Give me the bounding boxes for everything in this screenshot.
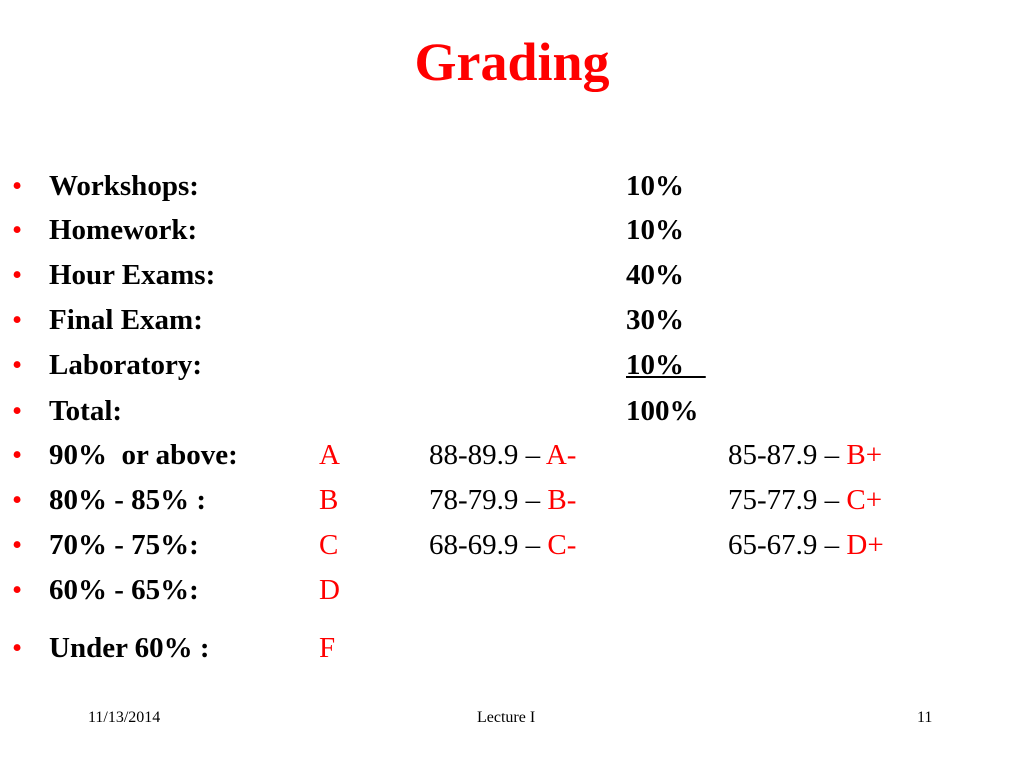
bullet-icon: •	[12, 259, 23, 291]
weight-percent: 30%	[626, 304, 684, 336]
weight-percent: 10%	[626, 349, 706, 381]
letter-grade: C+	[846, 484, 883, 516]
footer-date: 11/13/2014	[88, 709, 161, 726]
bullet-icon: •	[12, 395, 23, 427]
weight-row-final-exam	[0, 300, 1024, 340]
letter-grade: A-	[545, 439, 577, 471]
weight-row-workshops	[0, 166, 1024, 206]
bullet-icon: •	[12, 632, 23, 664]
weight-label: Workshops:	[49, 170, 199, 202]
weight-row-laboratory	[0, 345, 1024, 385]
slide-title: Grading	[414, 32, 610, 92]
weight-percent: 10%	[626, 214, 684, 246]
scale-row-f	[0, 628, 1024, 668]
scale-label: 70% - 75%:	[49, 529, 199, 561]
weight-label: Final Exam:	[49, 304, 203, 336]
subrange: 88-89.9 – A-	[429, 439, 577, 471]
letter-grade: F	[319, 632, 336, 664]
weight-label: Laboratory:	[49, 349, 203, 381]
scale-row-d	[0, 570, 1024, 610]
letter-grade: D+	[846, 529, 884, 561]
letter-grade: B-	[547, 484, 577, 516]
scale-label: 60% - 65%:	[49, 574, 199, 606]
bullet-icon: •	[12, 484, 23, 516]
scale-row-c	[0, 525, 1024, 565]
scale-label: Under 60% :	[49, 632, 210, 664]
weight-label: Hour Exams:	[49, 259, 216, 291]
weight-percent: 100%	[626, 395, 699, 427]
weight-percent: 10%	[626, 170, 684, 202]
weight-row-hour-exams	[0, 255, 1024, 295]
bullet-icon: •	[12, 304, 23, 336]
bullet-icon: •	[12, 214, 23, 246]
subrange: 68-69.9 – C-	[429, 529, 577, 561]
bullet-icon: •	[12, 439, 23, 471]
scale-label: 90% or above:	[49, 439, 238, 471]
letter-grade: C	[319, 529, 339, 561]
subrange: 85-87.9 – B+	[728, 439, 883, 471]
letter-grade: B	[319, 484, 339, 516]
footer-lecture: Lecture I	[477, 709, 536, 726]
scale-label: 80% - 85% :	[49, 484, 207, 516]
scale-row-b	[0, 480, 1024, 520]
letter-grade: B+	[846, 439, 883, 471]
letter-grade: A	[319, 439, 340, 471]
scale-row-a	[0, 435, 1024, 475]
weight-row-total	[0, 391, 1024, 431]
weight-percent: 40%	[626, 259, 684, 291]
weight-label: Homework:	[49, 214, 198, 246]
bullet-icon: •	[12, 574, 23, 606]
bullet-icon: •	[12, 529, 23, 561]
subrange: 75-77.9 – C+	[728, 484, 883, 516]
bullet-icon: •	[12, 170, 23, 202]
weight-label: Total:	[49, 395, 123, 427]
subrange: 78-79.9 – B-	[429, 484, 577, 516]
footer-page-number: 11	[917, 709, 933, 726]
subrange: 65-67.9 – D+	[728, 529, 884, 561]
weight-row-homework	[0, 210, 1024, 250]
bullet-icon: •	[12, 349, 23, 381]
letter-grade: D	[319, 574, 340, 606]
letter-grade: C-	[547, 529, 577, 561]
